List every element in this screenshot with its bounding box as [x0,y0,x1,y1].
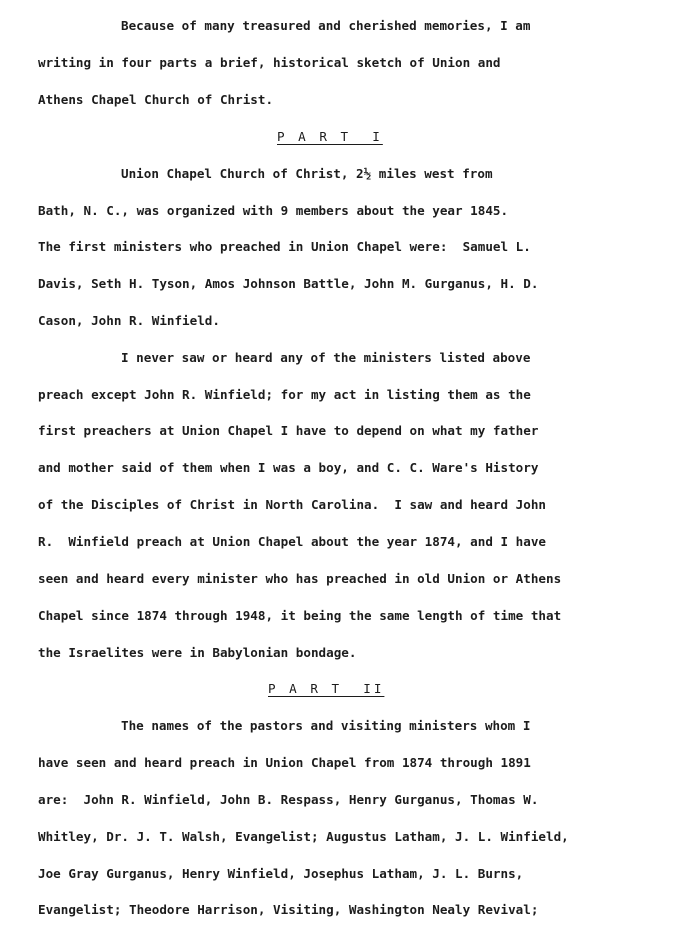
part1-para2-line-6: R. Winfield preach at Union Chapel about the year 1874, and I have [38,534,546,549]
part2-para1-line-2: have seen and heard preach in Union Chapel from 1874 through 1891 [38,755,531,770]
part2-para1-line-6: Evangelist; Theodore Harrison, Visiting, Washington Nealy Revival; [38,902,539,917]
part1-para2-line-1: I never saw or heard any of the ministers listed above [121,350,531,365]
part1-para1-line-4: Davis, Seth H. Tyson, Amos Johnson Battle, John M. Gurganus, H. D. [38,276,539,291]
part1-para1-line-5: Cason, John R. Winfield. [38,313,220,328]
part2-para1-line-5: Joe Gray Gurganus, Henry Winfield, Josephus Latham, J. L. Burns, [38,866,524,881]
part1-para1-line-1: Union Chapel Church of Christ, 2½ miles west from [121,166,493,181]
intro-line-3: Athens Chapel Church of Christ. [38,92,274,107]
part1-para1-line-2: Bath, N. C., was organized with 9 members about the year 1845. [38,203,509,218]
part1-para2-line-7: seen and heard every minister who has preached in old Union or Athens [38,571,562,586]
part1-para2-line-2: preach except John R. Winfield; for my act in listing them as the [38,387,531,402]
part1-para1-line-3: The first ministers who preached in Union Chapel were: Samuel L. [38,239,531,254]
intro-line-1: Because of many treasured and cherished memories, I am [121,18,531,33]
part1-para2-line-3: first preachers at Union Chapel I have to depend on what my father [38,423,539,438]
part-two-heading: P A R T II [268,681,385,696]
intro-line-2: writing in four parts a brief, historical sketch of Union and [38,55,501,70]
part2-para1-line-3: are: John R. Winfield, John B. Respass, Henry Gurganus, Thomas W. [38,792,539,807]
part1-para2-line-8: Chapel since 1874 through 1948, it being the same length of time that [38,608,562,623]
part2-para1-line-4: Whitley, Dr. J. T. Walsh, Evangelist; Augustus Latham, J. L. Winfield, [38,829,569,844]
part1-para2-line-9: the Israelites were in Babylonian bondage. [38,645,357,660]
part1-para2-line-4: and mother said of them when I was a boy, and C. C. Ware's History [38,460,539,475]
part1-para2-line-5: of the Disciples of Christ in North Carolina. I saw and heard John [38,497,546,512]
part-one-heading: P A R T I [277,129,383,144]
part2-para1-line-1: The names of the pastors and visiting ministers whom I [121,718,531,733]
